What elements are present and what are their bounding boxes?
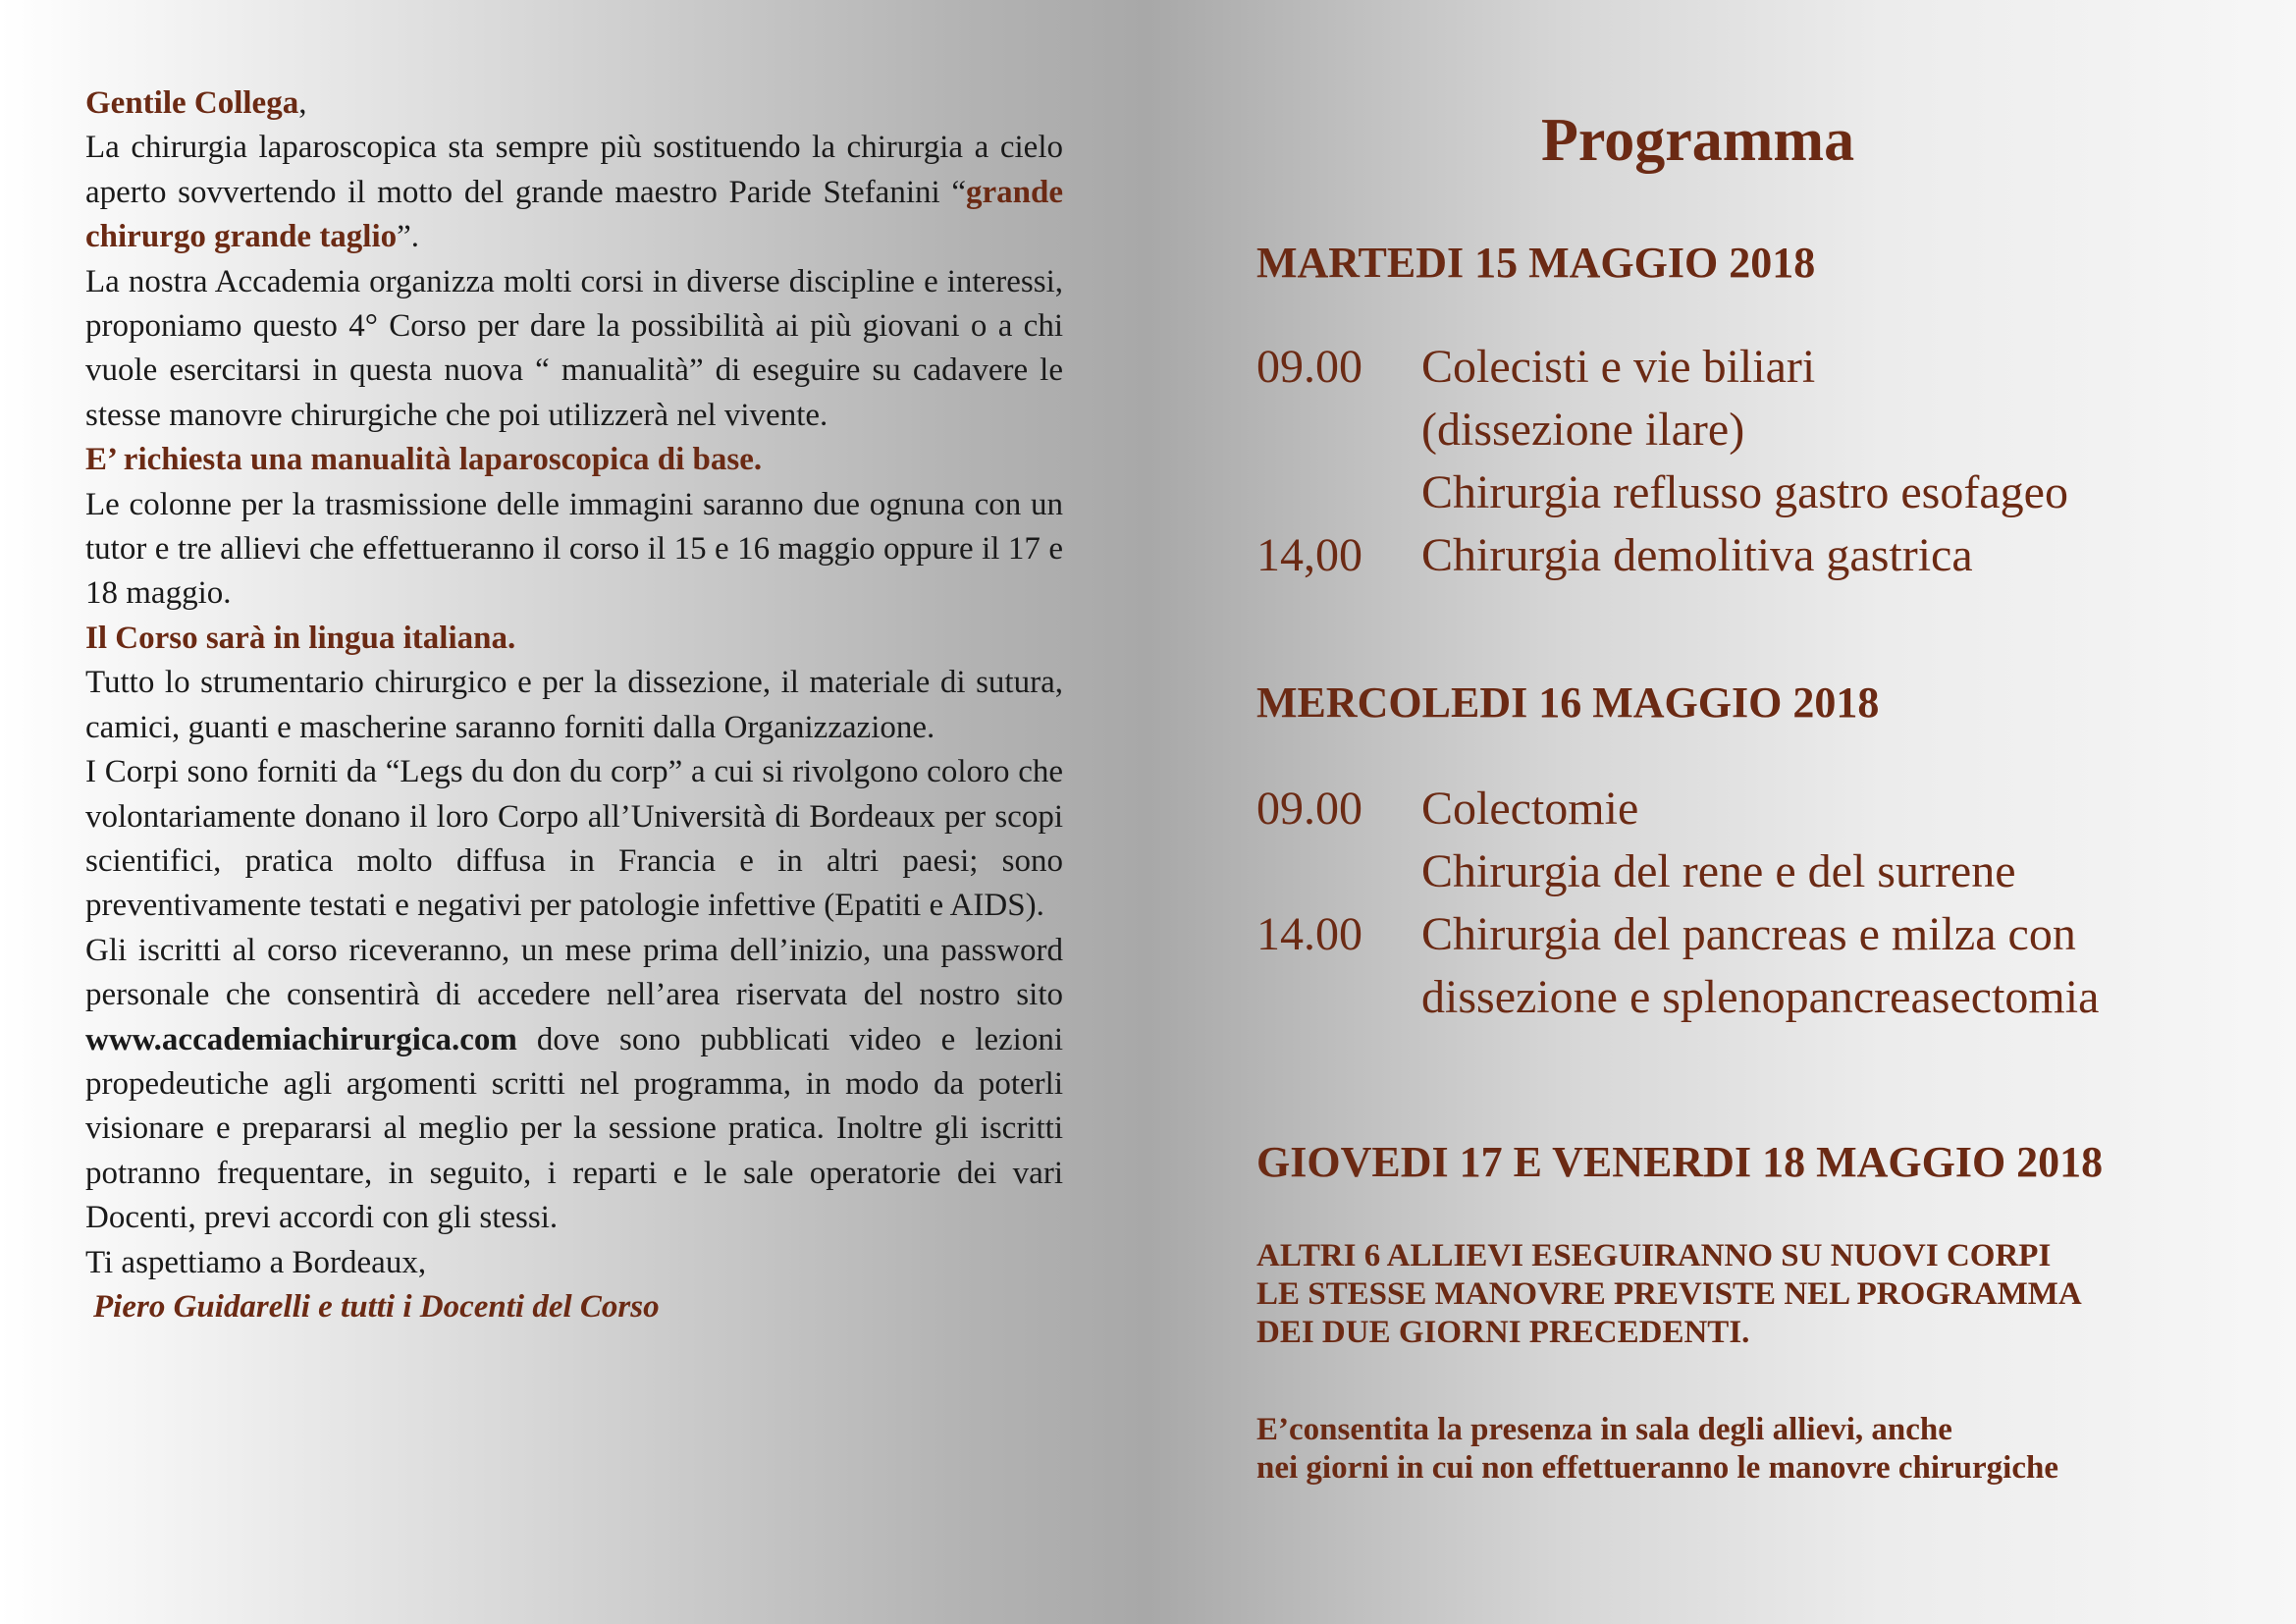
paragraph-3: Le colonne per la trasmissione delle immagini saranno due ognuna con un tutor e tre allievi che effettueranno il corso il 15 e 16 maggio oppure il 17 e 18 maggio. [85, 486, 1063, 612]
note-line: DEI DUE GIORNI PRECEDENTI. [1256, 1315, 1750, 1350]
schedule-time: 14.00 [1256, 908, 1362, 960]
schedule-time: 09.00 [1256, 783, 1362, 835]
schedule-time [1256, 840, 1421, 903]
motto-quote: grande chirurgo grande taglio [85, 174, 1063, 255]
schedule-time [1256, 461, 1421, 524]
schedule-activity: (dissezione ilare) [1421, 404, 1745, 456]
schedule-row [1256, 966, 2099, 1029]
greeting-tail: , [298, 85, 307, 121]
paragraph-6-text: Gli iscritti al corso riceveranno, un mese prima dell’inizio, una password personale che consentirà di accedere nell’area riservata del nostro sito [85, 932, 1063, 1013]
paragraph-1 [85, 126, 1063, 259]
greeting-bold: Gentile Collega [85, 85, 299, 121]
paragraph-6 [85, 929, 1063, 1241]
schedule-row [1256, 778, 2099, 840]
schedule-time: 09.00 [1256, 341, 1362, 393]
day3-note [1256, 1237, 2082, 1352]
schedule-activity: Chirurgia del rene e del surrene [1421, 845, 2016, 897]
schedule-row [1256, 903, 2099, 966]
paragraph-6-rest: dove sono pubblicati video e lezioni propedeutiche agli argomenti scritti nel programma, in modo da poterli visionare e prepararsi al meglio per la sessione pratica. Inoltre gli iscritti potranno frequentare, in seguito, i reparti e le sale operatorie dei vari Docenti, previ accordi con gli stessi. [85, 1021, 1063, 1236]
schedule-row [1256, 399, 2068, 461]
paragraph-2: La nostra Accademia organizza molti corsi in diverse discipline e interessi, proponiamo questo 4° Corso per dare la possibilità ai più giovani o a chi vuole esercitarsi in questa nuova “ manualità” di eseguire su cadavere le stesse manovre chirurgiche che poi utilizzerà nel vivente. [85, 263, 1063, 433]
day3-heading: GIOVEDI 17 E VENERDI 18 MAGGIO 2018 [1256, 1138, 2104, 1186]
schedule-time: 14,00 [1256, 529, 1362, 581]
paragraph-5: I Corpi sono forniti da “Legs du don du corp” a cui si rivolgono coloro che volontariamente donano il loro Corpo all’Università di Bordeaux per scopi scientifici, pratica molto diffusa in Francia e in altri paesi; sono preventivamente testati e negativi per patologie infettive (Epatiti e AIDS). [85, 754, 1063, 924]
schedule-activity: Colectomie [1421, 783, 1639, 835]
note-line: ALTRI 6 ALLIEVI ESEGUIRANNO SU NUOVI CORPI [1256, 1238, 2052, 1273]
schedule-activity: Chirurgia reflusso gastro esofageo [1421, 466, 2068, 518]
schedule-activity: dissezione e splenopancreasectomia [1421, 971, 2100, 1023]
note-line: LE STESSE MANOVRE PREVISTE NEL PROGRAMMA [1256, 1276, 2082, 1312]
greeting [85, 81, 1063, 126]
day2-heading: MERCOLEDI 16 MAGGIO 2018 [1256, 678, 1880, 727]
day1-heading: MARTEDI 15 MAGGIO 2018 [1256, 239, 1816, 287]
schedule-activity: Chirurgia del pancreas e milza con [1421, 908, 2076, 960]
schedule-time [1256, 399, 1421, 461]
schedule-row [1256, 461, 2068, 524]
schedule-activity: Colecisti e vie biliari [1421, 341, 1816, 393]
note-line: nei giorni in cui non effettueranno le manovre chirurgiche [1256, 1450, 2058, 1486]
paragraph-1-end: ”. [397, 219, 420, 255]
note-line: E’consentita la presenza in sala degli allievi, anche [1256, 1412, 1952, 1447]
paragraph-4: Tutto lo strumentario chirurgico e per la dissezione, il materiale di sutura, camici, guanti e mascherine saranno forniti dalla Organizzazione. [85, 665, 1063, 745]
requirement-note: E’ richiesta una manualità laparoscopica di base. [85, 442, 763, 478]
closing-line: Ti aspettiamo a Bordeaux, [85, 1244, 427, 1280]
attendance-note [1256, 1411, 2058, 1488]
signature: Piero Guidarelli e tutti i Docenti del Corso [93, 1288, 660, 1325]
program-title: Programma [1541, 107, 1855, 174]
website-link[interactable]: www.accademiachirurgica.com [85, 1021, 517, 1057]
schedule-row [1256, 840, 2099, 903]
language-note: Il Corso sarà in lingua italiana. [85, 620, 516, 656]
day2-schedule [1256, 778, 2099, 1029]
day1-schedule [1256, 336, 2068, 587]
schedule-row [1256, 524, 2068, 587]
schedule-activity: Chirurgia demolitiva gastrica [1421, 529, 1973, 581]
invitation-letter [85, 81, 1063, 1329]
paragraph-1-text: La chirurgia laparoscopica sta sempre più sostituendo la chirurgia a cielo aperto sovvertendo il motto del grande maestro Paride Stefanini “ [85, 130, 1063, 210]
schedule-time [1256, 966, 1421, 1029]
schedule-row [1256, 336, 2068, 399]
